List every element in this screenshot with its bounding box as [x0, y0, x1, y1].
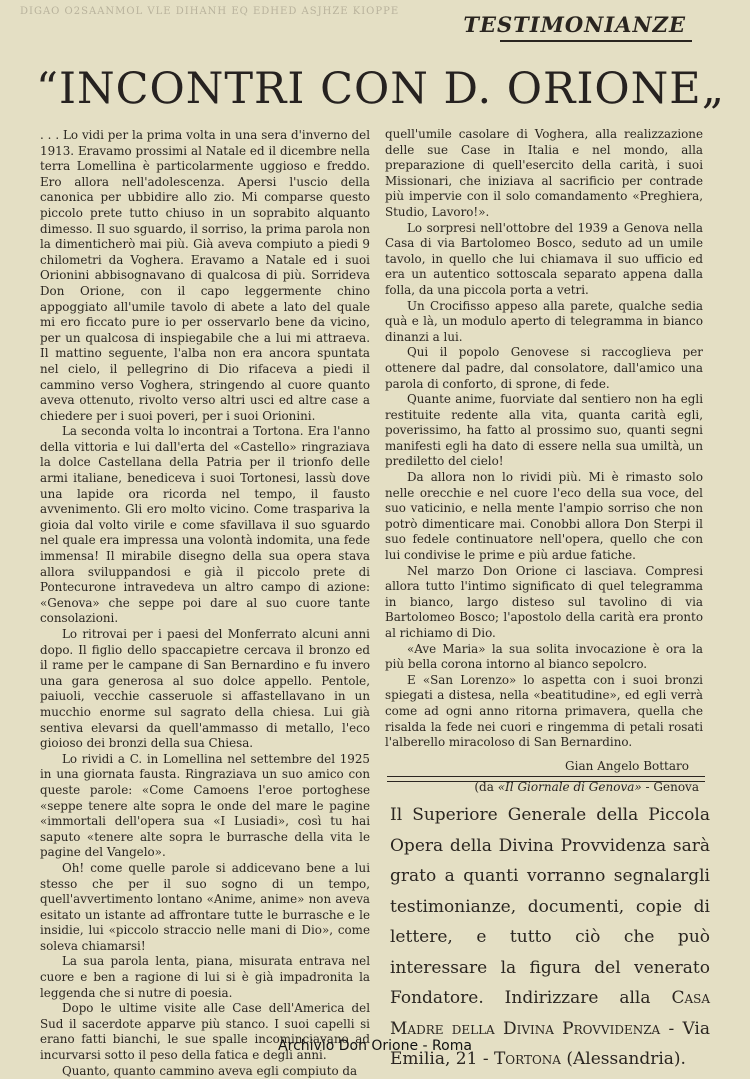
- paragraph: Un Crocifisso appeso alla parete, qualche sedia quà e là, un modulo aperto di telegramma in bianco dinanzi a lui.: [385, 298, 703, 344]
- source-suffix: - Genova: [641, 780, 699, 795]
- bleed-through-text: DIGAO O2SAANMOL VLE DIHANH EQ EDHED ASJHZE KIOPPE: [20, 6, 400, 17]
- paragraph: Quanto, quanto cammino aveva egli compiuto da: [62, 1063, 358, 1078]
- article-title: “INCONTRI CON D. ORIONE„: [36, 64, 725, 114]
- notice-address-name: Casa Madre della Divina Provvidenza: [390, 988, 710, 1039]
- section-label: TESTIMONIANZE: [463, 12, 686, 37]
- paragraph: La seconda volta lo incontrai a Tortona. Era l'anno della vittoria e lui dall'erta del «Castello» ringraziava la dolce Castellana della Patria per il trionfo delle armi italiane, benediceva i suoi Tortonesi, lassù dove una lapide ora ricorda nel tempo, il fausto avvenimento. Gli ero molto vicino. Come traspariva la gioia dal volto virile e come sfavillava il suo sguardo nel quale era impressa una volontà indomita, una fede immensa! Il mirabile disegno della sua opera stava allora sviluppandosi e già il piccolo prete di Pontecurone intravedeva un altro campo di azione: «Genova» che seppe poi dare al suo cuore tante consolazioni.: [40, 424, 370, 626]
- paragraph: Qui il popolo Genovese si raccoglieva per ottenere dal padre, dal consolatore, dall'amico una parola di conforto, di sprone, di fede.: [385, 345, 703, 391]
- author-signature: Gian Angelo Bottaro: [565, 758, 689, 773]
- paragraph: quell'umile casolare di Voghera, alla realizzazione delle sue Case in Italia e nel mondo, alla preparazione di quell'esercito della carità, i suoi Missionari, che iniziava al sacrificio per contrade più impervie con il solo comandamento «Preghiera, Studio, Lavoro!».: [385, 127, 703, 219]
- article-right-column: [385, 127, 703, 796]
- paragraph: E «San Lorenzo» lo aspetta con i suoi bronzi spiegati a distesa, nella «beatitudine», ed egli verrà come ad ogni anno ritorna primavera, quella che risalda la fede nei cuori e ringemma di petali rosati l'alberello miracoloso di San Bernardino.: [385, 672, 703, 750]
- archive-label: Archivio Don Orione - Roma: [278, 1038, 472, 1054]
- notice-street: - Via Emilia, 21 -: [390, 1018, 711, 1069]
- divider-rule: [387, 776, 705, 777]
- source-prefix: (da: [474, 780, 498, 795]
- paragraph: Nel marzo Don Orione ci lasciava. Compresi allora tutto l'intimo significato di quel telegramma in bianco, largo disteso sul tavolino di via Bartolomeo Bosco; l'apostolo della carità era pronto al richiamo di Dio.: [385, 563, 703, 640]
- founder-notice: [390, 800, 710, 1075]
- article-left-column: [40, 128, 370, 1079]
- section-underline: [500, 40, 692, 42]
- paragraph: Lo sorpresi nell'ottobre del 1939 a Genova nella Casa di via Bartolomeo Bosco, seduto ad un umile tavolo, in quello che lui chiamava il suo ufficio ed era un autentico sottoscala separato appena dalla folla, da una piccola porta a vetri.: [385, 220, 703, 297]
- notice-city: Tortona: [493, 1049, 561, 1069]
- notice-region: (Alessandria).: [560, 1049, 686, 1069]
- source-title: «Il Giornale di Genova»: [497, 780, 642, 795]
- paragraph: «Ave Maria» la sua solita invocazione è ora la più bella corona intorno al bianco sepolcro.: [385, 641, 703, 672]
- paragraph: La sua parola lenta, piana, misurata entrava nel cuore e ben a ragione di lui si è già impadronita la leggenda che si nutre di poesia.: [40, 954, 370, 1000]
- source-credit: [385, 780, 703, 796]
- paragraph: Lo ritrovai per i paesi del Monferrato alcuni anni dopo. Il figlio dello spaccapietre cercava il bronzo ed il rame per le campane di San Bernardino e fu invero una gara generosa al suo dolce appello. Pentole, paiuoli, vecchie casseruole si affastellavano in un mucchio enorme sul sagrato della chiesa. Lui già sentiva elevarsi da quell'ammasso di metallo, l'eco gioioso dei bronzi della sua Chiesa.: [40, 627, 370, 751]
- paragraph: Dopo le ultime visite alle Case dell'America del Sud il sacerdote apparve più stanco. I suoi capelli si erano fatti bianchi, le sue spalle incominciavano ad incurvarsi sotto il peso della fatica e degli anni.: [40, 1001, 370, 1063]
- divider-rule: [387, 781, 705, 782]
- paragraph: Oh! come quelle parole si addicevano bene a lui stesso che per il suo sogno di un tempo, quell'avvertimento lontano «Anime, anime» non aveva esitato un istante ad affrontare tutte le burrasche e le insidie, lui «piccolo straccio nelle mani di Dio», come soleva chiamarsi!: [40, 860, 370, 953]
- notice-text: Il Superiore Generale della Piccola Opera della Divina Provvidenza sarà grato a quanti vorranno segnalargli testimonianze, documenti, copie di lettere, e tutto ciò che può interessare la figura del venerato Fondatore. Indirizzare alla: [390, 805, 710, 1008]
- paragraph: Quante anime, fuorviate dal sentiero non ha egli restituite redente alla vita, quanta carità egli, poverissimo, ha fatto al prossimo suo, quanti segni manifesti egli ha dato di essere nella sua umiltà, un prediletto del cielo!: [385, 392, 703, 469]
- paragraph: Lo rividi a C. in Lomellina nel settembre del 1925 in una giornata fausta. Ringraziava un suo amico con queste parole: «Come Camoens l'eroe portoghese «seppe tenere alte sopra le onde del mare le pagine «immortali dell'opera sua «I Lusiadi», così tu hai saputo «tenere alte sopra le burrasche della vita le pagine del Vangelo».: [40, 751, 370, 860]
- paragraph: . . . Lo vidi per la prima volta in una sera d'inverno del 1913. Eravamo prossimi al Natale ed il dicembre nella terra Lomellina è particolarmente uggioso e freddo. Ero allora nell'adolescenza. Apersi l'uscio della canonica per ubbidire allo zio. Mi comparse questo piccolo prete tutto chiuso in un soprabito alquanto dimesso. Il suo sguardo, il sorriso, la prima parola non la dimenticherò mai più. Già aveva compiuto a piedi 9 chilometri da Voghera. Eravamo a Natale ed i suoi Orionini abbisognavano di qualcosa di più. Sorrideva Don Orione, con il capo leggermente chino appoggiato all'umile tavolo di abete a lato del quale mi ero ficcato pure io per osservarlo bene da vicino, per un qualcosa di inspiegabile che a lui mi attraeva. Il mattino seguente, l'alba non era ancora spuntata nel cielo, il pellegrino di Dio rifaceva a piedi il cammino verso Voghera, stringendo al cuore quanto aveva ottenuto, rivolto verso altri usci ed altre case a chiedere per i suoi poveri, per i suoi Orionini.: [40, 128, 370, 423]
- paragraph: Da allora non lo rividi più. Mi è rimasto solo nelle orecchie e nel cuore l'eco della sua voce, del suo vaticinio, e nella mente l'ampio sorriso che non potrò dimenticare mai. Conobbi allora Don Sterpi il suo fedele continuatore nell'opera, quello che con lui condivise le prime e più ardue fatiche.: [385, 470, 703, 563]
